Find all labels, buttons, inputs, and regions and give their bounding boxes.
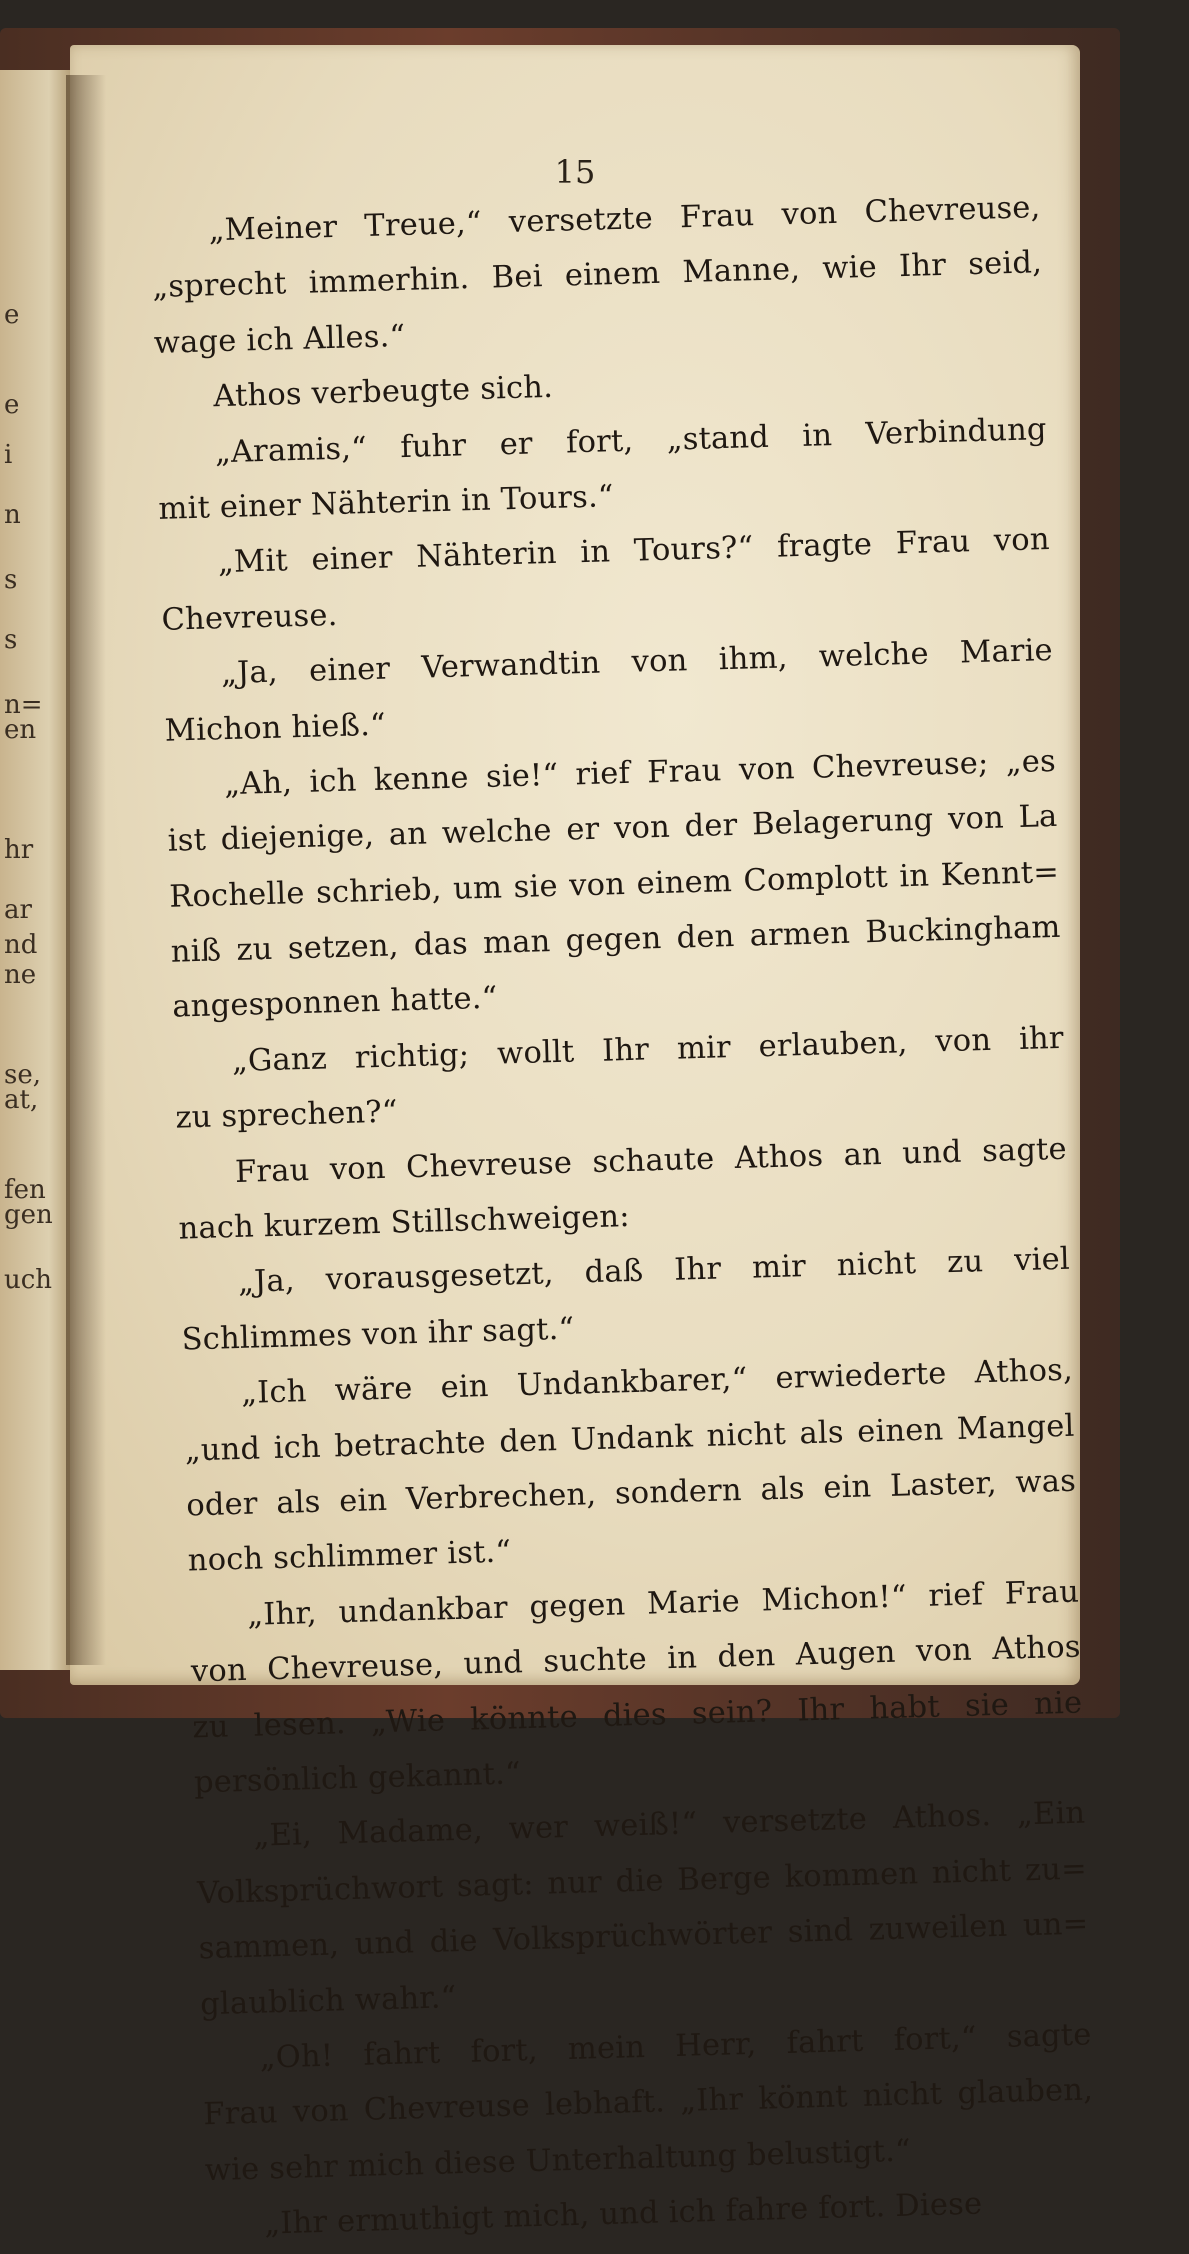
text-line: Rochelle schrieb, um sie von einem Complott in Kennt= bbox=[168, 854, 1060, 915]
text-line: noch schlimmer ist.“ bbox=[187, 1534, 512, 1579]
text-line: sammen, und die Volksprüchwörter sind zuweilen un= bbox=[198, 1906, 1089, 1967]
text-line: Frau von Chevreuse lebhaft. „Ihr könnt nicht glauben, bbox=[202, 2072, 1094, 2133]
text-line: zu sprechen?“ bbox=[175, 1094, 399, 1136]
left-page-fragment: at, bbox=[4, 1085, 39, 1115]
left-page-edge bbox=[0, 70, 70, 1670]
text-line: wage ich Alles.“ bbox=[153, 318, 406, 361]
left-page-fragment: ne bbox=[4, 960, 37, 990]
page-text bbox=[150, 180, 1097, 2254]
text-line: „sprecht immerhin. Bei einem Manne, wie Ihr seid, bbox=[151, 245, 1043, 306]
left-page-fragment: n bbox=[4, 500, 21, 530]
text-line: glaublich wahr.“ bbox=[199, 1979, 457, 2022]
text-line: Volksprüchwort sagt: nur die Berge kommen nicht zu= bbox=[196, 1851, 1088, 1912]
left-page-fragment: se, bbox=[4, 1060, 41, 1090]
text-line: „Ihr, undankbar gegen Marie Michon!“ rief Frau bbox=[246, 1574, 1080, 1633]
left-page-fragment: s bbox=[4, 625, 18, 655]
text-line: „Mit einer Nähterin in Tours?“ fragte Frau von bbox=[217, 522, 1051, 581]
left-page-fragment: s bbox=[4, 565, 18, 595]
text-line: persönlich gekannt.“ bbox=[193, 1756, 522, 1801]
spine-shadow bbox=[66, 75, 106, 1665]
text-line: ist diejenige, an welche er von der Belagerung von La bbox=[167, 799, 1058, 860]
text-line: „Ihr ermuthigt mich, und ich fahre fort. Diese bbox=[263, 2186, 983, 2242]
left-page-fragment: nd bbox=[4, 930, 38, 960]
left-page-fragment: e bbox=[4, 300, 20, 330]
text-line: zu lesen. „Wie könnte dies sein? Ihr habt sie nie bbox=[192, 1685, 1083, 1745]
text-line: „Ich wäre ein Undankbarer,“ erwiederte Athos, bbox=[240, 1352, 1074, 1412]
left-page-fragment: uch bbox=[4, 1265, 53, 1295]
text-line: oder als ein Verbrechen, sondern als ein Laster, was bbox=[185, 1463, 1077, 1524]
book-page bbox=[70, 45, 1094, 2242]
text-line: Michon hieß.“ bbox=[164, 707, 387, 749]
text-line: „Ja, vorausgesetzt, daß Ihr mir nicht zu viel bbox=[237, 1242, 1071, 1301]
text-line: niß zu setzen, das man gegen den armen Buckingham bbox=[170, 909, 1062, 970]
text-line: „Oh! fahrt fort, mein Herr, fahrt fort,“ sagte bbox=[259, 2017, 1092, 2076]
text-line: nach kurzem Stillschweigen: bbox=[178, 1199, 631, 1247]
page-number: 15 bbox=[554, 153, 596, 191]
text-line: mit einer Nähterin in Tours.“ bbox=[158, 479, 615, 527]
left-page-fragment: en bbox=[4, 715, 37, 745]
text-line: Athos verbeugte sich. bbox=[212, 369, 554, 415]
text-line: Frau von Chevreuse schaute Athos an und sagte bbox=[234, 1131, 1068, 1190]
text-line: „Meiner Treue,“ versetzte Frau von Chevreuse, bbox=[208, 190, 1041, 249]
text-line: „und ich betrachte den Undank nicht als einen Mangel bbox=[184, 1408, 1075, 1469]
text-line: von Chevreuse, und suchte in den Augen von Athos bbox=[190, 1629, 1082, 1690]
text-line: „Ei, Madame, wer weiß!“ versetzte Athos. „Ein bbox=[253, 1795, 1086, 1855]
text-line: „Ja, einer Verwandtin von ihm, welche Marie bbox=[220, 633, 1054, 692]
left-page-fragment: fen bbox=[4, 1175, 46, 1205]
text-line: „Aramis,“ fuhr er fort, „stand in Verbindung bbox=[214, 411, 1048, 470]
text-line: wie sehr mich diese Unterhaltung belustigt.“ bbox=[204, 2133, 912, 2188]
left-page-fragment: hr bbox=[4, 835, 34, 865]
text-line: „Ganz richtig; wollt Ihr mir erlauben, von ihr bbox=[231, 1020, 1065, 1079]
text-line: „Ah, ich kenne sie!“ rief Frau von Chevreuse; „es bbox=[223, 743, 1057, 803]
left-page-fragment: gen bbox=[4, 1200, 53, 1230]
text-line: Schlimmes von ihr sagt.“ bbox=[181, 1311, 575, 1358]
text-line: angesponnen hatte.“ bbox=[171, 981, 498, 1026]
left-page-fragment: n= bbox=[4, 690, 43, 720]
text-line: Chevreuse. bbox=[161, 597, 338, 638]
left-page-fragment: ar bbox=[4, 895, 32, 925]
left-page-fragment: e bbox=[4, 390, 20, 420]
left-page-fragment: i bbox=[4, 440, 13, 470]
